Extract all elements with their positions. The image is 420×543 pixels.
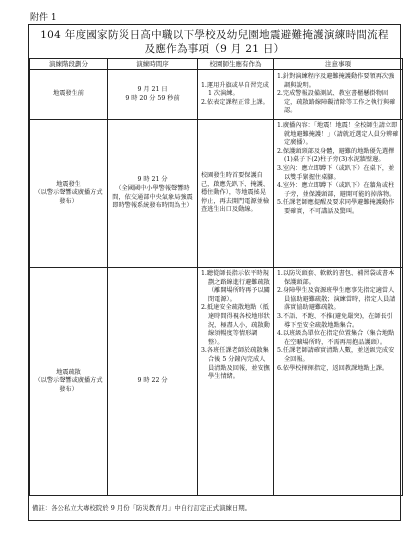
list-item: 3.各班任課老師於疏散集合後 5 分鐘內完成人員清點及回報，並安撫學生情緒。	[201, 347, 270, 381]
list-item: 5.任課老師請確實清點人數，並送級完成安全回報。	[277, 347, 395, 363]
table-row	[30, 268, 403, 496]
list-item: 2.身障學生及資源班學生應事先指定適當人員協助避難疏散；演練當時，指定人員請落實協助避難疏散。	[277, 287, 396, 312]
document-title	[29, 25, 400, 56]
list-item: 3.室內：應立即蹲下（或趴下）在桌下，並以雙手緊握住桌腳。	[277, 164, 395, 181]
list-item: 4.以班級為單位在指定位置集合（集合地點在空曠場所時，不需再用抱品護頭）。	[277, 330, 395, 346]
list-item: 1.聽從師長指示依平時規劃之路線進行避難疏散（離開場所時再予以關閉電源）。	[201, 270, 270, 303]
drill-schedule-table	[29, 58, 403, 496]
actions-cell	[198, 70, 274, 120]
time-cell	[108, 120, 198, 268]
list-item: 1.以防災頭套、軟軟的書包、補習袋或書本保護頭部。	[277, 270, 395, 286]
notes-cell	[274, 70, 403, 120]
column-header: 演練階段劃分	[30, 59, 108, 70]
list-item: 1.運用升旗或早自習完成 1 次演練。	[201, 81, 269, 98]
table-row	[30, 120, 403, 268]
time-text: 9 時 22 分	[137, 377, 168, 385]
notes-cell	[274, 120, 403, 268]
stage-cell	[30, 268, 108, 496]
title-line-2: 及應作為事項（9 月 21 日）	[144, 43, 285, 55]
stage-text: （以警示聲響或廣播方式發布）	[34, 377, 103, 393]
list-item: 1.廣播內容：「地震！地震！全校師生請立即就地避難掩護！」（請就近選定人員分辨確定廣播）。	[277, 122, 399, 147]
stage-text: 地震發生	[56, 180, 81, 188]
time-text: 9 時 20 分 59 秒前	[125, 94, 180, 102]
time-cell	[108, 268, 198, 496]
list-item: 2.抵達安全疏散地點（抵達時間得視各校地形狀況，極盡人小，疏散動線須暢度等情形調整）。	[201, 304, 270, 346]
column-header: 校園師生應有作為	[198, 59, 274, 70]
time-text: 9 時 21 分	[137, 176, 168, 184]
schedule-document	[28, 24, 401, 521]
actions-cell	[198, 268, 274, 496]
stage-text: （以警示聲響或廣播方式發布）	[34, 189, 103, 205]
time-text: （全國國中小學警報聲響時間，依交通部中央氣象局強震即時警報系統發布時間為主）	[112, 184, 193, 210]
notes-cell	[274, 268, 403, 496]
time-text: 9 月 21 日	[137, 85, 168, 93]
column-header: 演練時間序	[108, 59, 198, 70]
table-row	[30, 70, 403, 120]
stage-text: 地震發生前	[53, 90, 84, 98]
action-text: 校園發生時首要保護自己，啟應先趴下、掩護、穩住動作），等地震搖晃停止，再去開門電源並檢查逃生出口及動線。	[201, 172, 270, 214]
list-item: 2.依表定課程正常上課。	[201, 98, 269, 106]
stage-cell	[30, 70, 108, 120]
attachment-label: 附件 1	[30, 13, 57, 23]
title-line-1: 104 年度國家防災日高中職以下學校及幼兒園地震避難掩護演練時間流程	[40, 29, 389, 41]
list-item: 1.針對演練程序及避難掩護動作要領再次強調與說明。	[277, 73, 395, 89]
list-item: 4.室外：應立即蹲下（或趴下）在牆角或柱子旁，並保護頭部，避開可能的掉落物。	[277, 182, 396, 198]
list-item: 3.不語、不跑、不推(避免嚴突)，在師長引導下至安全疏散地點集合。	[277, 312, 393, 329]
list-item: 6.依學校揮揮指定，返回教課地點上課。	[277, 364, 389, 372]
time-cell	[108, 70, 198, 120]
stage-text: 地震疏散	[56, 368, 81, 376]
list-item: 2.保護頭頸部及身體，避難的地點優先選擇(1)桌子下(2)柱子旁(3)水泥牆壁邊。	[277, 147, 395, 164]
stage-cell	[30, 120, 108, 268]
actions-cell	[198, 120, 274, 268]
footnote: 備註：各公私立大專校院於 9 月份「防災教育月」中自行訂定正式演練日期。	[32, 504, 252, 512]
column-header: 注意事項	[274, 59, 403, 70]
list-item: 5.任課老師應提醒及要求同學避難掩護動作要確實，不可講話及驚叫。	[277, 199, 395, 215]
table-header-row	[30, 59, 403, 70]
list-item: 2.完成警報設備測試、教室書櫃懸掛物固定，疏散路線障礙清除等工作之執行與確認。	[277, 90, 396, 115]
